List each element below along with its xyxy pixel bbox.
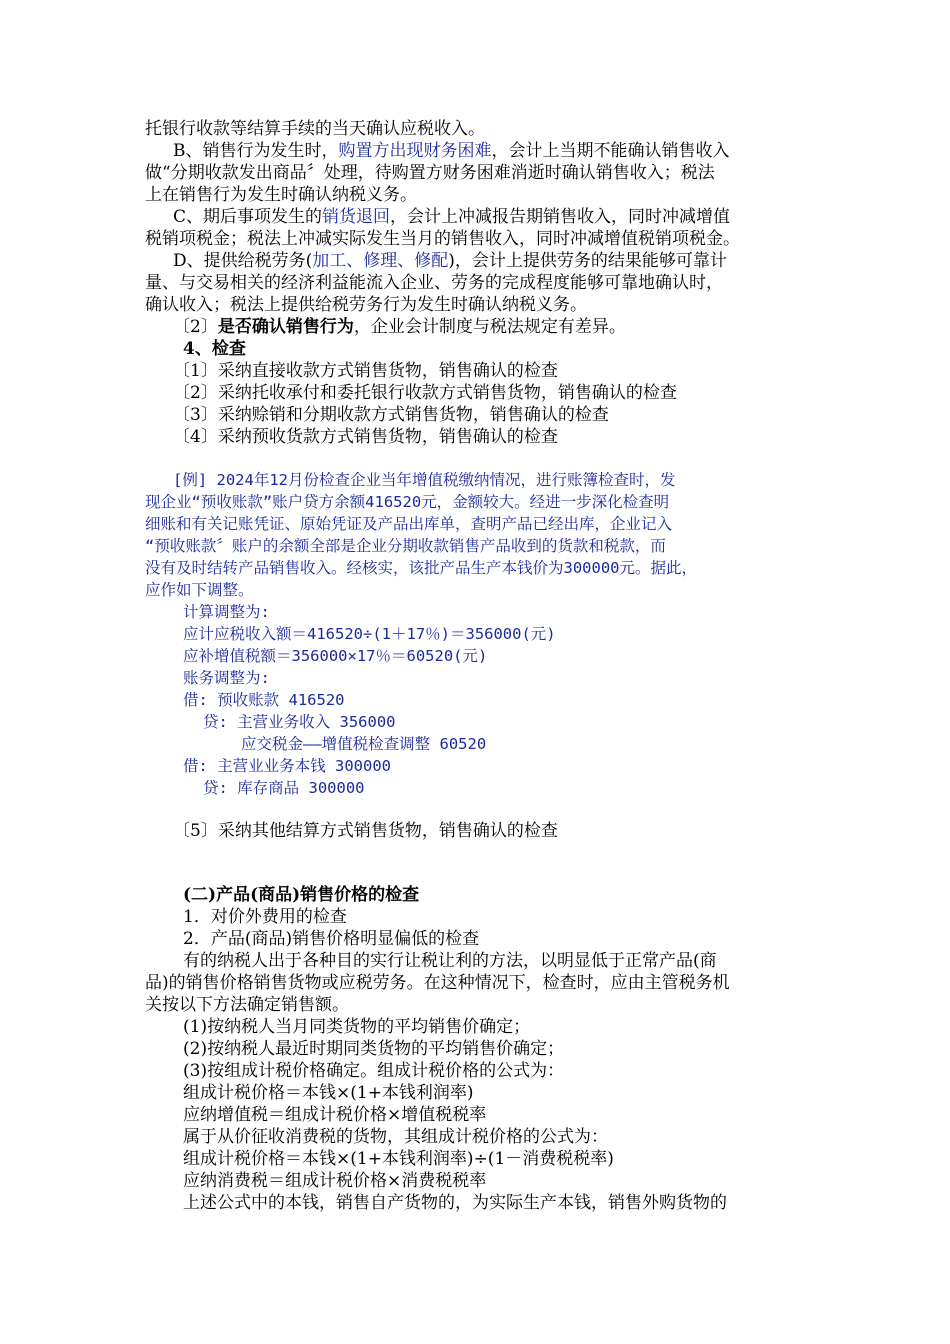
text-line-6 — [145, 228, 740, 250]
text-segment: 计算调整为: — [183, 603, 270, 621]
text-line-23 — [183, 623, 556, 645]
text-line-28 — [241, 733, 486, 755]
text-line-32 — [183, 884, 419, 906]
text-segment: 1．对价外费用的检查 — [183, 907, 347, 927]
text-segment: 〔4〕采纳预收货款方式销售货物，销售确认的检查 — [173, 427, 558, 447]
text-segment: 品)的销售价格销售货物或应税劳务。在这种情况下，检查时，应由主管税务机 — [145, 973, 730, 993]
text-line-14 — [173, 404, 609, 426]
text-line-45 — [183, 1170, 486, 1192]
text-line-8 — [145, 272, 723, 294]
text-line-29 — [183, 755, 391, 777]
text-segment: [例] 2024年12月份检查企业当年增值税缴纳情况，进行账簿检查时，发 — [173, 471, 676, 489]
text-segment: 应作如下调整。 — [145, 581, 254, 599]
text-line-5 — [173, 206, 730, 228]
text-segment: 应纳消费税＝组成计税价格×消费税税率 — [183, 1171, 487, 1191]
text-segment: 没有及时结转产品销售收入。经核实，该批产品生产本钱价为300000元。据此， — [145, 559, 697, 577]
text-segment: 销货退回 — [322, 207, 391, 227]
text-line-37 — [145, 994, 349, 1016]
text-line-16 — [173, 469, 676, 491]
text-line-31 — [173, 820, 558, 842]
text-line-39 — [183, 1038, 564, 1060]
text-line-21 — [145, 579, 254, 601]
text-line-11 — [183, 338, 246, 360]
text-line-17 — [145, 491, 669, 513]
text-segment: 加工、修理、修配 — [312, 251, 449, 271]
text-segment: (3)按组成计税价格确定。组成计税价格的公式为： — [183, 1061, 565, 1081]
text-segment: 应补增值税额＝356000×17％＝60520(元) — [183, 647, 488, 665]
text-line-33 — [183, 906, 347, 928]
text-segment: “预收账款〞账户的余额全部是企业分期收款销售产品收到的货款和税款，而 — [145, 537, 666, 555]
text-line-18 — [145, 513, 672, 535]
text-line-2 — [173, 140, 730, 162]
text-line-4 — [145, 184, 417, 206]
text-segment: D、提供给税劳务( — [173, 251, 313, 271]
text-line-20 — [145, 557, 697, 579]
text-line-42 — [183, 1104, 486, 1126]
text-line-3 — [145, 162, 715, 184]
text-segment: 2．产品(商品)销售价格明显偏低的检查 — [183, 929, 480, 949]
text-segment: B、销售行为发生时， — [173, 141, 339, 161]
text-segment: ，会计上冲减报告期销售收入，同时冲减增值 — [390, 207, 731, 227]
text-line-12 — [173, 360, 558, 382]
text-line-46 — [183, 1192, 727, 1214]
text-segment: 借: 预收账款 416520 — [183, 691, 345, 709]
text-segment: 细账和有关记账凭证、原始凭证及产品出库单，查明产品已经出库，企业记入 — [145, 515, 673, 533]
text-segment: 属于从价征收消费税的货物，其组成计税价格的公式为： — [183, 1127, 608, 1147]
text-segment: 应交税金——增值税检查调整 60520 — [241, 735, 487, 753]
text-line-15 — [173, 426, 558, 448]
text-segment: 现企业“预收账款”账户贷方余额416520元，金额较大。经进一步深化检查明 — [145, 493, 670, 511]
text-segment: 有的纳税人出于各种目的实行让税让利的方法，以明显低于正常产品(商 — [183, 951, 717, 971]
text-line-41 — [183, 1082, 474, 1104]
text-segment: 〔2〕 — [173, 317, 218, 337]
text-segment: 应纳增值税＝组成计税价格×增值税税率 — [183, 1105, 487, 1125]
text-line-40 — [183, 1060, 564, 1082]
text-segment: 〔1〕采纳直接收款方式销售货物，销售确认的检查 — [173, 361, 558, 381]
text-segment: 托银行收款等结算手续的当天确认应税收入。 — [145, 119, 485, 139]
text-line-34 — [183, 928, 479, 950]
text-segment: 贷: 库存商品 300000 — [203, 779, 365, 797]
text-segment: 账务调整为: — [183, 669, 270, 687]
text-segment: (二)产品(商品)销售价格的检查 — [183, 885, 420, 905]
text-segment: 〔3〕采纳赊销和分期收款方式销售货物，销售确认的检查 — [173, 405, 609, 425]
text-segment: 借: 主营业业务本钱 300000 — [183, 757, 391, 775]
text-segment: C、期后事项发生的 — [173, 207, 323, 227]
text-segment: 应计应税收入额＝416520÷(1＋17％)＝356000(元) — [183, 625, 556, 643]
text-segment: 上述公式中的本钱，销售自产货物的，为实际生产本钱，销售外购货物的 — [183, 1193, 727, 1213]
text-line-19 — [145, 535, 666, 557]
text-segment: )，会计上提供劳务的结果能够可靠计 — [448, 251, 727, 271]
text-line-38 — [183, 1016, 530, 1038]
text-line-22 — [183, 601, 270, 623]
text-line-25 — [183, 667, 270, 689]
text-segment: 确认收入；税法上提供给税劳务行为发生时确认纳税义务。 — [145, 295, 587, 315]
text-segment: 组成计税价格＝本钱×(1+本钱利润率) — [183, 1083, 474, 1103]
text-segment: 量、与交易相关的经济利益能流入企业、劳务的完成程度能够可靠地确认时， — [145, 273, 723, 293]
text-line-26 — [183, 689, 345, 711]
text-segment: 4、检查 — [183, 339, 246, 359]
text-segment: ，企业会计制度与税法规定有差异。 — [353, 317, 626, 337]
text-line-1 — [145, 118, 485, 140]
text-line-44 — [183, 1148, 614, 1170]
text-segment: 〔2〕采纳托收承付和委托银行收款方式销售货物，销售确认的检查 — [173, 383, 677, 403]
text-segment: 关按以下方法确定销售额。 — [145, 995, 349, 1015]
text-line-24 — [183, 645, 487, 667]
text-segment: 做“分期收款发出商品〞处理，待购置方财务困难消逝时确认销售收入；税法 — [145, 163, 715, 183]
text-segment: 税销项税金；税法上冲减实际发生当月的销售收入，同时冲减增值税销项税金。 — [145, 229, 740, 249]
text-segment: ，会计上当期不能确认销售收入 — [491, 141, 730, 161]
text-line-7 — [173, 250, 727, 272]
text-segment: 购置方出现财务困难 — [338, 141, 492, 161]
text-line-27 — [203, 711, 396, 733]
text-segment: 贷: 主营业务收入 356000 — [203, 713, 396, 731]
text-segment: (2)按纳税人最近时期同类货物的平均销售价确定； — [183, 1039, 565, 1059]
text-segment: (1)按纳税人当月同类货物的平均销售价确定； — [183, 1017, 531, 1037]
text-line-43 — [183, 1126, 608, 1148]
text-line-35 — [183, 950, 717, 972]
text-line-10 — [173, 316, 626, 338]
text-line-36 — [145, 972, 730, 994]
text-segment: 〔5〕采纳其他结算方式销售货物，销售确认的检查 — [173, 821, 558, 841]
text-segment: 上在销售行为发生时确认纳税义务。 — [145, 185, 417, 205]
text-line-9 — [145, 294, 587, 316]
text-segment: 是否确认销售行为 — [217, 317, 354, 337]
text-line-13 — [173, 382, 677, 404]
text-segment: 组成计税价格＝本钱×(1+本钱利润率)÷(1－消费税税率) — [183, 1149, 614, 1169]
text-line-30 — [203, 777, 365, 799]
